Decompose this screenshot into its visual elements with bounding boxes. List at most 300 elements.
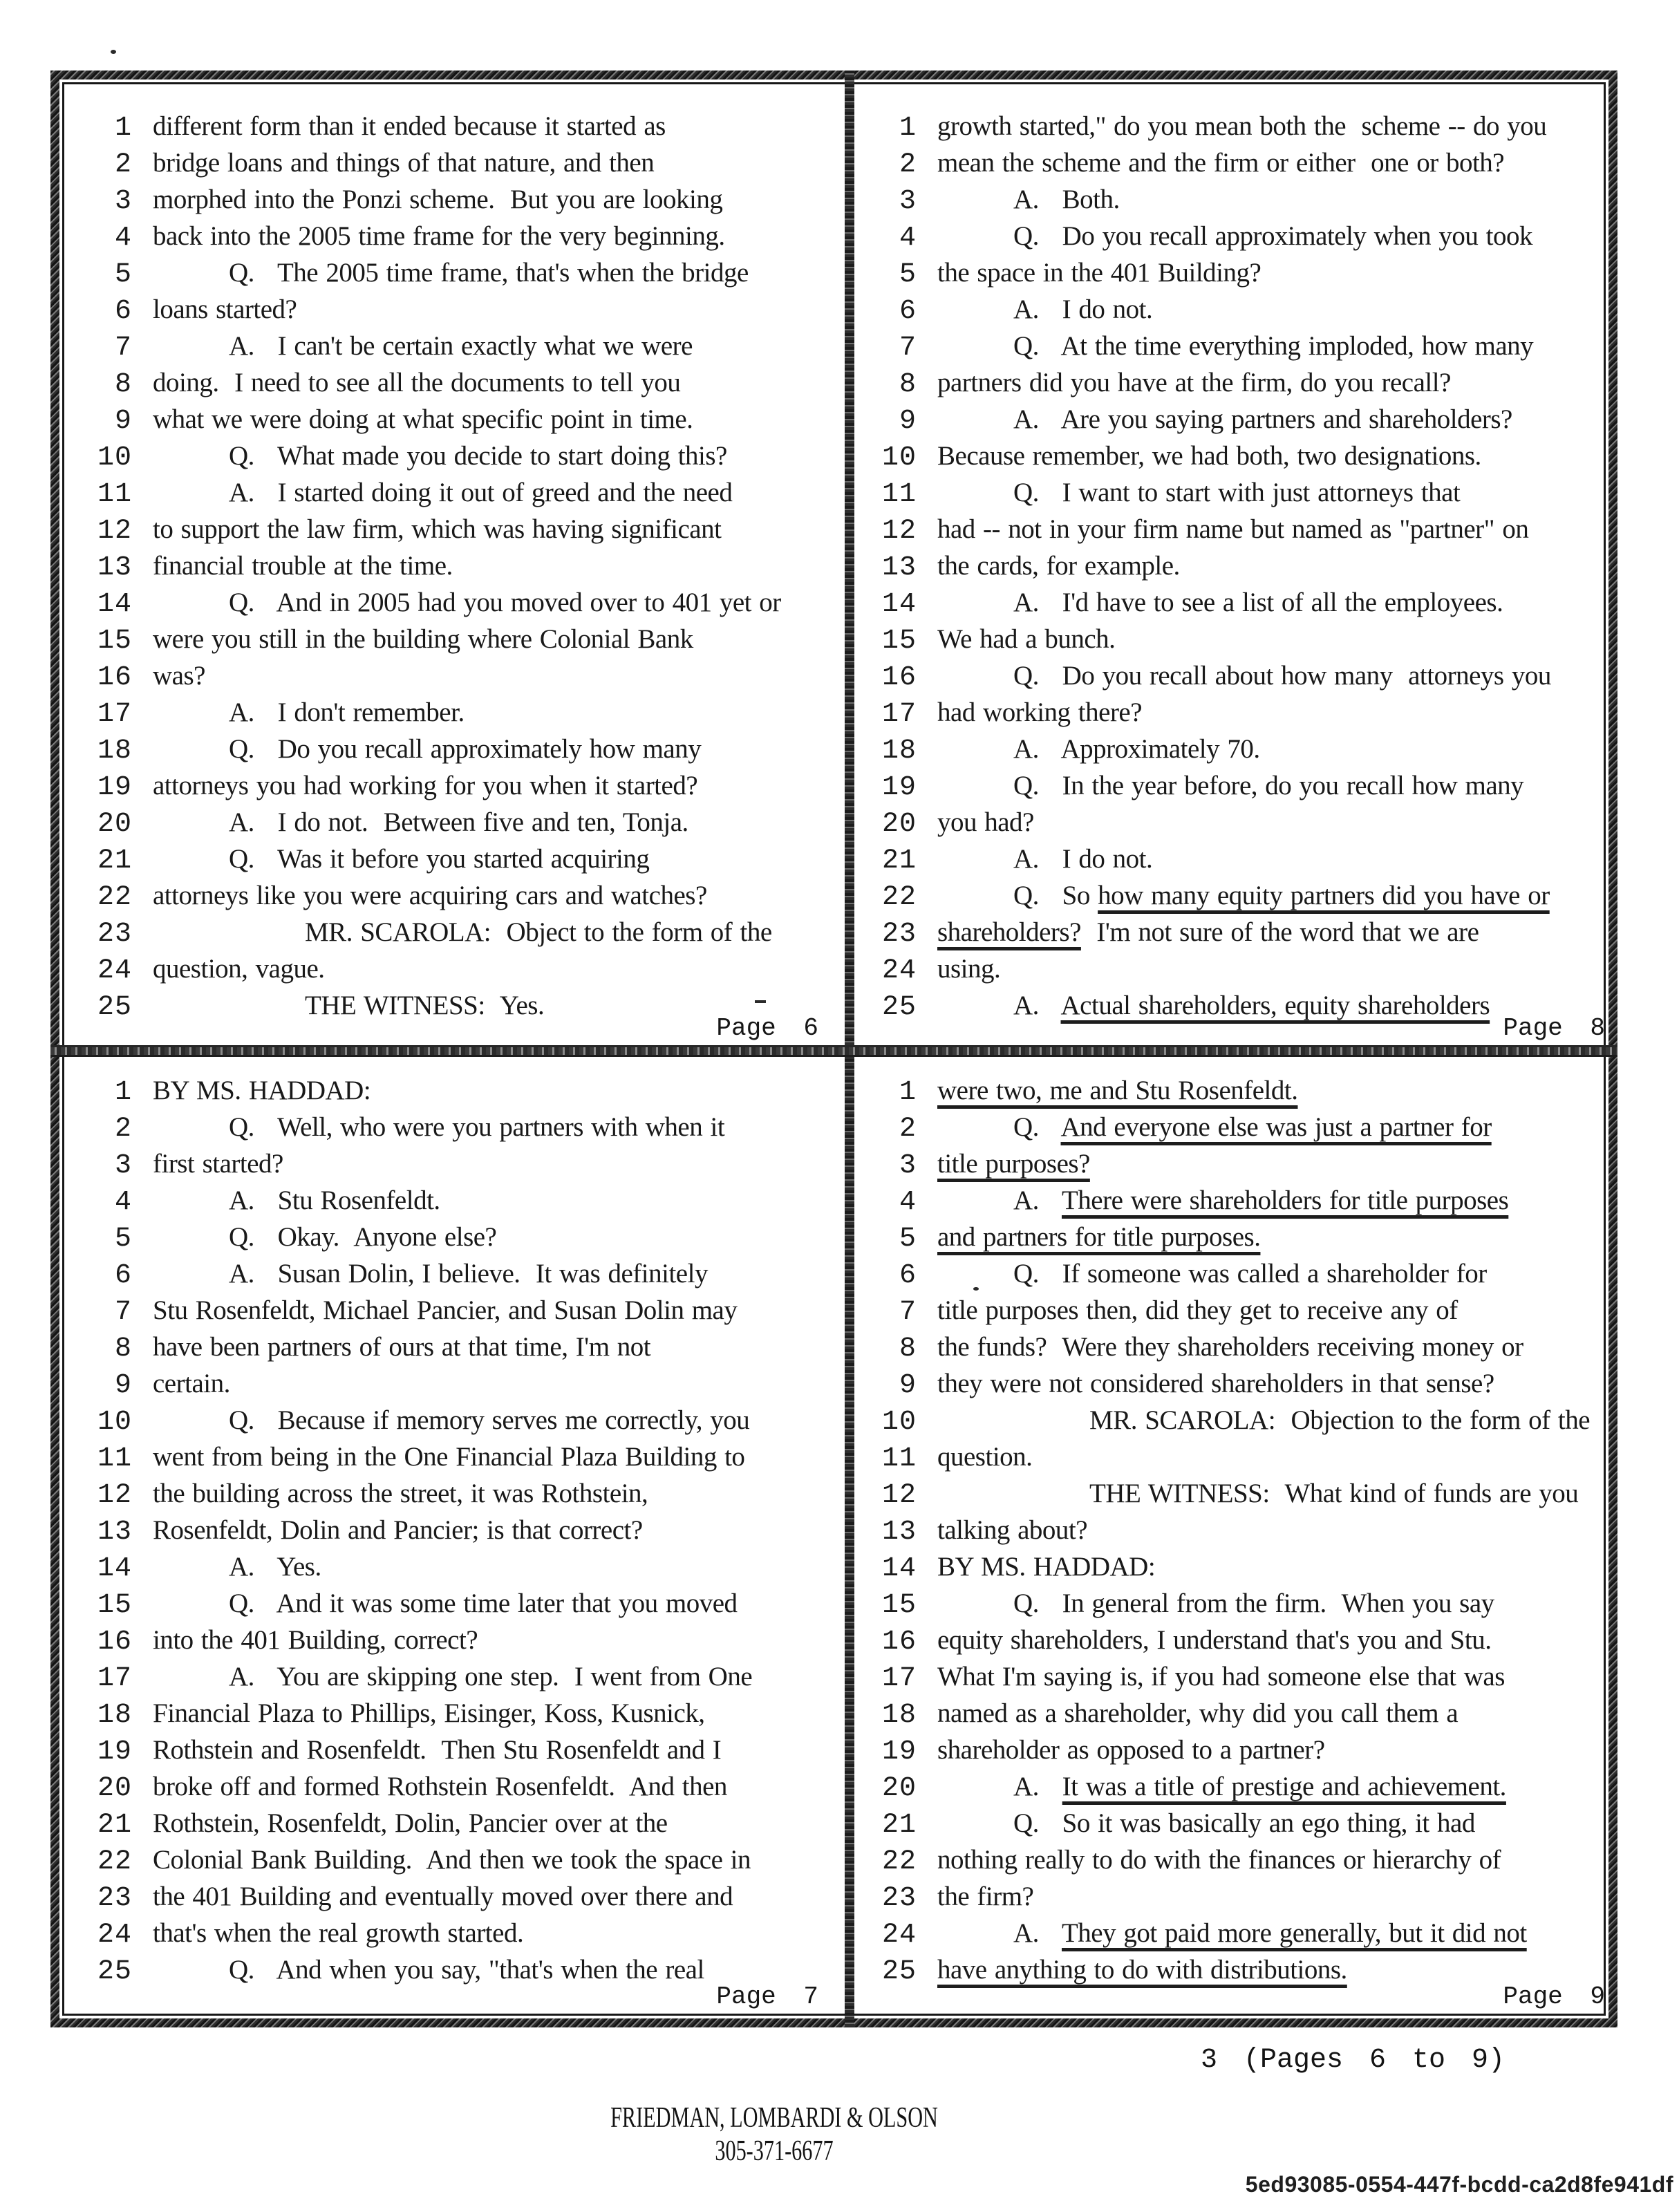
- transcript-line: [70, 1295, 845, 1331]
- transcript-line: [70, 111, 845, 147]
- line-text: [937, 1844, 1501, 1875]
- transcript-line: [70, 1844, 845, 1881]
- line-text: [937, 697, 1142, 728]
- line-number: 22: [97, 1846, 132, 1877]
- transcript-line: [70, 1698, 845, 1734]
- text-segment: Because remember, we had both, two designations.: [937, 441, 1481, 471]
- line-text: [937, 660, 1551, 691]
- line-number: 19: [881, 772, 917, 803]
- line-text: [153, 1258, 708, 1289]
- transcript-line: [854, 1881, 1602, 1918]
- line-number: 23: [881, 1883, 917, 1914]
- transcript-line: [854, 624, 1602, 660]
- text-segment: attorneys like you were acquiring cars and watches?: [153, 881, 707, 910]
- transcript-line: [854, 587, 1602, 624]
- page-label: Page 8: [1503, 1014, 1605, 1042]
- text-segment: Q. So: [1013, 881, 1098, 910]
- line-text: [937, 184, 1120, 215]
- line-number: 1: [899, 1077, 917, 1108]
- underlined-text-segment: There were shareholders for title purposes: [1061, 1185, 1509, 1215]
- transcript-line: [854, 1368, 1602, 1405]
- text-segment: Financial Plaza to Phillips, Eisinger, Koss, Kusnick,: [153, 1698, 705, 1728]
- line-text: [153, 550, 453, 581]
- transcript-line: [854, 843, 1602, 880]
- text-segment: using.: [937, 954, 1001, 984]
- line-text: [937, 147, 1504, 178]
- line-text: [153, 1844, 751, 1875]
- line-number: 10: [97, 1407, 132, 1438]
- line-text: [937, 367, 1451, 398]
- line-number: 20: [881, 1773, 917, 1804]
- line-number: 3: [899, 1150, 917, 1181]
- line-number: 23: [97, 1883, 132, 1914]
- line-text: [937, 1588, 1494, 1619]
- line-text: [937, 587, 1503, 618]
- text-segment: Q. Do you recall approximately how many: [229, 734, 702, 764]
- line-text: [153, 1112, 724, 1143]
- underlined-text-segment: title purposes?: [937, 1149, 1090, 1179]
- text-segment: Q. Well, who were you partners with when it: [229, 1112, 725, 1142]
- line-number: 25: [881, 992, 917, 1023]
- transcript-line: [854, 367, 1602, 404]
- line-number: 14: [881, 589, 917, 620]
- line-number: 12: [881, 1480, 917, 1511]
- line-text: [153, 1954, 704, 1985]
- line-number: 16: [97, 1627, 132, 1658]
- transcript-line: [854, 440, 1602, 477]
- line-number: 20: [97, 809, 132, 840]
- text-segment: Stu Rosenfeldt, Michael Pancier, and Susan Dolin may: [153, 1295, 738, 1325]
- underlined-text-segment: It was a title of prestige and achievement.: [1062, 1772, 1506, 1801]
- line-text: [937, 1698, 1458, 1729]
- line-number: 12: [97, 1480, 132, 1511]
- footer-page-range: 3 (Pages 6 to 9): [1200, 2045, 1505, 2076]
- line-number: 1: [114, 113, 132, 144]
- line-text: [937, 990, 1490, 1021]
- line-text: [153, 660, 205, 691]
- text-segment: Q. Because if memory serves me correctly, you: [229, 1405, 750, 1435]
- line-number: 11: [97, 479, 132, 510]
- text-segment: the building across the street, it was Rothstein,: [153, 1479, 648, 1508]
- line-text: [153, 1441, 744, 1472]
- line-number: 22: [97, 882, 132, 913]
- line-number: 9: [899, 406, 917, 437]
- text-segment: that's when the real growth started.: [153, 1918, 524, 1948]
- transcript-line: [854, 1918, 1602, 1954]
- underlined-text-segment: and partners for title purposes.: [937, 1222, 1261, 1252]
- line-number: 13: [97, 1517, 132, 1548]
- line-number: 6: [114, 1260, 132, 1291]
- line-number: 12: [97, 516, 132, 547]
- page-label: Page 6: [716, 1014, 818, 1042]
- quadrant-bottom-left: [70, 1057, 845, 2014]
- line-number: 13: [881, 552, 917, 583]
- transcript-line: [70, 1221, 845, 1258]
- line-number: 16: [881, 662, 917, 693]
- text-segment: title purposes then, did they get to receive any of: [937, 1295, 1458, 1325]
- line-number: 7: [899, 332, 917, 364]
- underlined-text-segment: have anything to do with distributions.: [937, 1955, 1347, 1985]
- transcript-line: [854, 111, 1602, 147]
- transcript-line: [70, 843, 845, 880]
- transcript-line: [70, 1185, 845, 1221]
- text-segment: doing. I need to see all the documents to tell you: [153, 368, 681, 397]
- line-text: [153, 733, 701, 765]
- transcript-line: [854, 1808, 1602, 1844]
- line-number: 15: [97, 1590, 132, 1621]
- line-number: 8: [114, 369, 132, 400]
- text-segment: Q. And in 2005 had you moved over to 401 yet or: [229, 588, 781, 617]
- transcript-line: [70, 550, 845, 587]
- line-text: [153, 1405, 749, 1436]
- line-number: 4: [114, 1187, 132, 1218]
- line-number: 4: [899, 223, 917, 254]
- text-segment: question, vague.: [153, 954, 325, 984]
- line-number: 23: [881, 919, 917, 950]
- line-number: 21: [97, 845, 132, 877]
- text-segment: growth started," do you mean both the scheme -- do you: [937, 111, 1547, 141]
- text-segment: went from being in the One Financial Plaza Building to: [153, 1442, 745, 1472]
- text-segment: loans started?: [153, 294, 297, 324]
- line-text: [937, 1295, 1458, 1326]
- line-number: 8: [899, 1333, 917, 1365]
- text-segment: THE WITNESS: What kind of funds are you: [1089, 1479, 1579, 1508]
- transcript-line: [70, 1148, 845, 1185]
- transcript-line: [854, 1588, 1602, 1624]
- transcript-line: [70, 1734, 845, 1771]
- text-segment: A. Stu Rosenfeldt.: [229, 1185, 440, 1215]
- line-text: [153, 111, 666, 142]
- text-segment: A. Susan Dolin, I believe. It was definitely: [229, 1259, 708, 1288]
- text-segment: the cards, for example.: [937, 551, 1180, 581]
- line-number: 8: [899, 369, 917, 400]
- line-number: 17: [97, 699, 132, 730]
- line-text: [153, 184, 722, 215]
- line-text: [153, 1661, 752, 1692]
- line-number: 20: [97, 1773, 132, 1804]
- line-number: 16: [881, 1627, 917, 1658]
- line-number: 5: [899, 259, 917, 290]
- line-text: [153, 587, 781, 618]
- underlined-text-segment: And everyone else was just a partner for: [1060, 1112, 1492, 1142]
- text-segment: nothing really to do with the finances or hierarchy of: [937, 1845, 1501, 1875]
- line-number: 14: [97, 1553, 132, 1584]
- transcript-line: [854, 1258, 1602, 1295]
- transcript-line: [854, 514, 1602, 550]
- line-text: [937, 514, 1528, 545]
- line-text: [153, 1515, 643, 1546]
- text-segment: A. You are skipping one step. I went from One: [229, 1662, 753, 1691]
- text-segment: had -- not in your firm name but named as "partner" on: [937, 514, 1529, 544]
- text-segment: the funds? Were they shareholders receiving money or: [937, 1332, 1523, 1362]
- line-text: [153, 624, 693, 655]
- text-segment: We had a bunch.: [937, 624, 1116, 654]
- text-segment: certain.: [153, 1369, 230, 1398]
- line-text: [937, 1661, 1505, 1692]
- transcript-line: [854, 1295, 1602, 1331]
- line-text: [153, 440, 727, 471]
- line-text: [937, 1551, 1155, 1582]
- text-segment: I'm not sure of the word that we are: [1080, 917, 1479, 947]
- text-segment: what we were doing at what specific point in time.: [153, 404, 693, 434]
- text-segment: Q. And when you say, "that's when the real: [229, 1955, 704, 1985]
- line-number: 2: [114, 149, 132, 180]
- scan-speck: [111, 50, 116, 54]
- line-number: 8: [114, 1333, 132, 1365]
- line-text: [153, 1075, 370, 1106]
- transcript-line: [854, 221, 1602, 257]
- line-text: [153, 1624, 478, 1656]
- line-number: 21: [97, 1810, 132, 1841]
- transcript-line: [854, 1478, 1602, 1515]
- transcript-line: [854, 953, 1602, 990]
- line-text: [153, 1551, 321, 1582]
- line-number: 18: [97, 735, 132, 767]
- line-number: 10: [881, 442, 917, 474]
- text-segment: partners did you have at the firm, do you recall?: [937, 368, 1451, 397]
- transcript-line: [70, 1808, 845, 1844]
- line-text: [153, 1221, 496, 1253]
- line-number: 1: [899, 113, 917, 144]
- transcript-line: [854, 1844, 1602, 1881]
- transcript-line: [70, 294, 845, 330]
- line-text: [937, 1954, 1347, 1985]
- text-segment: bridge loans and things of that nature, and then: [153, 148, 655, 178]
- line-number: 4: [899, 1187, 917, 1218]
- line-text: [153, 147, 654, 178]
- text-segment: morphed into the Ponzi scheme. But you are looking: [153, 185, 723, 214]
- underlined-text-segment: how many equity partners did you have or: [1098, 881, 1550, 910]
- line-text: [153, 1185, 440, 1216]
- line-text: [153, 990, 544, 1021]
- line-number: 2: [899, 1114, 917, 1145]
- line-text: [153, 1698, 705, 1729]
- line-number: 12: [881, 516, 917, 547]
- line-text: [153, 330, 693, 362]
- line-number: 20: [881, 809, 917, 840]
- line-number: 9: [899, 1370, 917, 1401]
- line-text: [937, 770, 1523, 801]
- transcript-line: [854, 1148, 1602, 1185]
- line-number: 18: [881, 735, 917, 767]
- transcript-line: [854, 1185, 1602, 1221]
- quadrant-top-left: [70, 82, 845, 1045]
- line-text: [153, 1808, 668, 1839]
- line-number: 10: [881, 1407, 917, 1438]
- text-segment: A. Yes.: [229, 1552, 321, 1582]
- text-segment: What I'm saying is, if you had someone else that was: [937, 1662, 1505, 1691]
- transcript-line: [70, 1881, 845, 1918]
- transcript-line: [70, 1624, 845, 1661]
- line-number: 4: [114, 223, 132, 254]
- line-number: 5: [114, 1224, 132, 1255]
- quadrant-top-right: [854, 82, 1605, 1045]
- line-text: [937, 440, 1481, 471]
- text-segment: had working there?: [937, 697, 1143, 727]
- line-number: 25: [881, 1956, 917, 1987]
- line-number: 9: [114, 406, 132, 437]
- transcript-line: [854, 184, 1602, 221]
- text-segment: Q. The 2005 time frame, that's when the bridge: [229, 258, 749, 288]
- text-segment: A. Are you saying partners and shareholders?: [1013, 404, 1512, 434]
- transcript-line: [854, 1771, 1602, 1808]
- transcript-line: [70, 587, 845, 624]
- text-segment: Q. What made you decide to start doing this?: [229, 441, 727, 471]
- line-text: [937, 1112, 1492, 1143]
- transcript-line: [854, 550, 1602, 587]
- line-text: [153, 367, 680, 398]
- line-text: [153, 1588, 738, 1619]
- transcript-line: [854, 1075, 1602, 1112]
- line-text: [937, 1075, 1297, 1106]
- text-segment: A. I do not.: [1013, 294, 1153, 324]
- transcript-line: [854, 917, 1602, 953]
- transcript-line: [70, 221, 845, 257]
- text-segment: was?: [153, 661, 205, 691]
- line-number: 22: [881, 882, 917, 913]
- horizontal-divider: [50, 1045, 1617, 1057]
- text-segment: A. I started doing it out of greed and the need: [229, 478, 733, 507]
- line-number: 19: [97, 772, 132, 803]
- transcript-line: [70, 1405, 845, 1441]
- text-segment: MR. SCAROLA: Objection to the form of the: [1089, 1405, 1591, 1435]
- line-number: 2: [114, 1114, 132, 1145]
- line-number: 22: [881, 1846, 917, 1877]
- text-segment: Rothstein and Rosenfeldt. Then Stu Rosenfeldt and I: [153, 1735, 722, 1765]
- line-text: [153, 843, 649, 874]
- text-segment: Q. Okay. Anyone else?: [229, 1222, 497, 1252]
- line-text: [937, 330, 1533, 362]
- line-text: [937, 294, 1152, 325]
- scan-speck: [973, 1287, 979, 1291]
- line-number: 14: [881, 1553, 917, 1584]
- text-segment: broke off and formed Rothstein Rosenfeldt. And then: [153, 1772, 727, 1801]
- line-number: 10: [97, 442, 132, 474]
- line-number: 14: [97, 589, 132, 620]
- line-text: [153, 1734, 721, 1765]
- transcript-line: [854, 770, 1602, 807]
- transcript-line: [854, 1624, 1602, 1661]
- line-text: [937, 111, 1546, 142]
- line-number: 21: [881, 845, 917, 877]
- text-segment: Q.: [1013, 1112, 1061, 1142]
- transcript-line: [854, 294, 1602, 330]
- transcript-line: [70, 1258, 845, 1295]
- transcript-line: [70, 330, 845, 367]
- line-number: 15: [97, 626, 132, 657]
- transcript-line: [70, 440, 845, 477]
- transcript-line: [70, 514, 845, 550]
- line-number: 3: [114, 186, 132, 217]
- line-text: [937, 1368, 1494, 1399]
- text-segment: A.: [1013, 1918, 1062, 1948]
- transcript-line: [854, 733, 1602, 770]
- text-segment: Q. In the year before, do you recall how many: [1013, 771, 1524, 800]
- transcript-line: [854, 660, 1602, 697]
- transcript-line: [70, 1441, 845, 1478]
- transcript-line: [70, 1918, 845, 1954]
- text-segment: Q. Do you recall approximately when you took: [1013, 221, 1532, 251]
- transcript-line: [70, 807, 845, 843]
- text-segment: have been partners of ours at that time, I'm not: [153, 1332, 651, 1362]
- transcript-line: [70, 147, 845, 184]
- line-text: [153, 514, 721, 545]
- line-number: 21: [881, 1810, 917, 1841]
- text-segment: A. I can't be certain exactly what we were: [229, 331, 693, 361]
- line-text: [937, 1221, 1260, 1253]
- line-text: [937, 624, 1115, 655]
- line-number: 19: [881, 1736, 917, 1768]
- page-label: Page 7: [716, 1983, 818, 2011]
- text-segment: A.: [1013, 1772, 1062, 1801]
- text-segment: the firm?: [937, 1882, 1034, 1911]
- text-segment: shareholder as opposed to a partner?: [937, 1735, 1325, 1765]
- line-text: [153, 1368, 230, 1399]
- transcript-line: [854, 1112, 1602, 1148]
- line-number: 6: [114, 296, 132, 327]
- line-number: 7: [114, 332, 132, 364]
- text-segment: A. I do not.: [1013, 844, 1153, 874]
- text-segment: A.: [1013, 1185, 1062, 1215]
- transcript-line: [854, 147, 1602, 184]
- underlined-text-segment: shareholders?: [937, 917, 1081, 947]
- line-text: [937, 1918, 1527, 1949]
- transcript-line: [854, 697, 1602, 733]
- transcript-line: [854, 1661, 1602, 1698]
- line-text: [937, 257, 1261, 288]
- line-number: 25: [97, 992, 132, 1023]
- text-segment: question.: [937, 1442, 1033, 1472]
- transcript-line: [70, 404, 845, 440]
- text-segment: Q. At the time everything imploded, how many: [1013, 331, 1534, 361]
- text-segment: into the 401 Building, correct?: [153, 1625, 478, 1655]
- line-text: [937, 1771, 1506, 1802]
- transcript-line: [70, 1075, 845, 1112]
- line-number: 18: [881, 1700, 917, 1731]
- text-segment: BY MS. HADDAD:: [153, 1076, 371, 1105]
- line-text: [937, 953, 1000, 984]
- text-segment: you had?: [937, 807, 1034, 837]
- line-number: 11: [881, 479, 917, 510]
- line-text: [937, 733, 1260, 765]
- transcript-line: [854, 330, 1602, 367]
- text-segment: equity shareholders, I understand that's you and Stu.: [937, 1625, 1492, 1655]
- page-label: Page 9: [1503, 1983, 1605, 2011]
- text-segment: attorneys you had working for you when it started?: [153, 771, 698, 800]
- line-text: [937, 477, 1460, 508]
- line-text: [937, 1258, 1487, 1289]
- underlined-text-segment: were two, me and Stu Rosenfeldt.: [937, 1076, 1298, 1105]
- line-number: 6: [899, 1260, 917, 1291]
- text-segment: MR. SCAROLA: Object to the form of the: [305, 917, 772, 947]
- transcript-line: [70, 917, 845, 953]
- line-number: 24: [97, 955, 132, 986]
- line-text: [937, 1441, 1032, 1472]
- line-text: [937, 807, 1034, 838]
- text-segment: to support the law firm, which was having significant: [153, 514, 722, 544]
- line-number: 13: [881, 1517, 917, 1548]
- line-number: 11: [881, 1443, 917, 1474]
- text-segment: were you still in the building where Colonial Bank: [153, 624, 693, 654]
- transcript-line: [70, 1771, 845, 1808]
- transcript-line: [854, 880, 1602, 917]
- line-number: 7: [899, 1297, 917, 1328]
- text-segment: Rothstein, Rosenfeldt, Dolin, Pancier over at the: [153, 1808, 668, 1838]
- text-segment: Q. And it was some time later that you moved: [229, 1588, 738, 1618]
- line-number: 15: [881, 626, 917, 657]
- line-number: 17: [97, 1663, 132, 1694]
- underlined-text-segment: Actual shareholders, equity shareholders: [1060, 991, 1490, 1020]
